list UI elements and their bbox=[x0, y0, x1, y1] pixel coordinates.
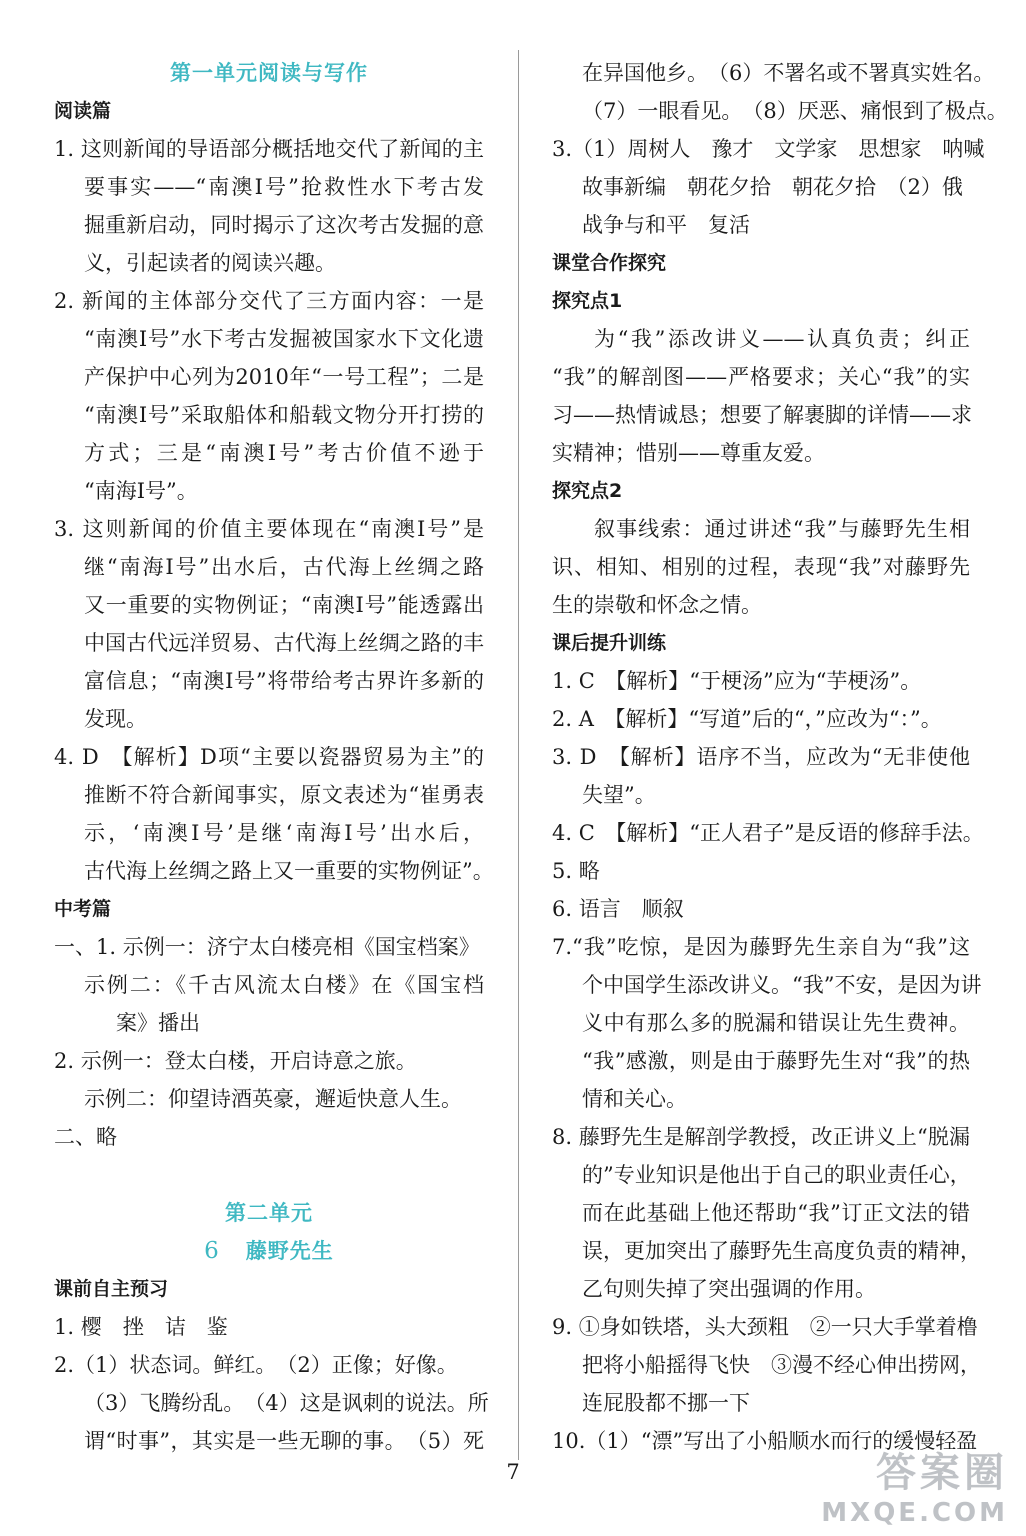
answer-line: 1. C 【解析】“于梗汤”应为“芋梗汤”。 bbox=[552, 669, 922, 693]
answer-line: 富信息；“南澳Ⅰ号”将带给考古界许多新的 bbox=[84, 669, 484, 693]
answer-line: 1. 这则新闻的导语部分概括地交代了新闻的主 bbox=[54, 137, 484, 161]
answer-line: 失望”。 bbox=[582, 783, 656, 807]
section-title-text: 藤野先生 bbox=[245, 1239, 334, 1263]
section-heading: 探究点2 bbox=[552, 480, 623, 502]
section-heading: 中考篇 bbox=[54, 898, 112, 920]
answer-line: 6. 语言 顺叙 bbox=[552, 897, 684, 921]
watermark-url: MXQE.COM bbox=[821, 1498, 1008, 1528]
answer-line: 8. 藤野先生是解剖学教授，改正讲义上“脱漏 bbox=[552, 1125, 970, 1149]
answer-line: 叙事线索：通过讲述“我”与藤野先生相 bbox=[594, 517, 970, 541]
answer-line: 义，引起读者的阅读兴趣。 bbox=[84, 251, 336, 275]
answer-line: （7）一眼看见。 （8）厌恶、痛恨到了极点。 bbox=[582, 99, 1008, 123]
section-heading: 探究点1 bbox=[552, 290, 623, 312]
answer-line: 产保护中心列为2010年“一号工程”；二是 bbox=[84, 365, 484, 389]
answer-line: 3. D 【解析】语序不当，应改为“无非使他 bbox=[552, 745, 970, 769]
answer-line: “南海Ⅰ号”。 bbox=[84, 479, 198, 503]
answer-line: 2. 新闻的主体部分交代了三方面内容：一是 bbox=[54, 289, 484, 313]
answer-line: 案》播出 bbox=[116, 1011, 200, 1035]
answer-line: “南澳Ⅰ号”采取船体和船载文物分开打捞的 bbox=[84, 403, 484, 427]
answer-line: 又一重要的实物例证；“南澳Ⅰ号”能透露出 bbox=[84, 593, 484, 617]
answer-line: 误，更加突出了藤野先生高度负责的精神， bbox=[582, 1239, 981, 1263]
answer-line: 4. D 【解析】D项“主要以瓷器贸易为主”的 bbox=[54, 745, 484, 769]
right-column bbox=[552, 54, 1008, 1460]
answer-line: “南澳Ⅰ号”水下考古发掘被国家水下文化遗 bbox=[84, 327, 484, 351]
answer-line: 2. A 【解析】“写道”后的“，”应改为“：”。 bbox=[552, 707, 942, 731]
lesson-number: 6 bbox=[204, 1238, 220, 1264]
answer-line: 义中有那么多的脱漏和错误让先生费神。 bbox=[582, 1011, 970, 1035]
spacer bbox=[54, 1156, 484, 1194]
answer-line: 5. 略 bbox=[552, 859, 600, 883]
answer-line: （3）飞腾纷乱。 （4）这是讽刺的说法。所 bbox=[84, 1391, 489, 1415]
section-title-text: 第一单元阅读与写作 bbox=[170, 61, 368, 85]
answer-line: 生的崇敬和怀念之情。 bbox=[552, 593, 762, 617]
answer-line: 10.（1）“漂”写出了小船顺水而行的缓慢轻盈 bbox=[552, 1429, 978, 1453]
answer-line: 二、略 bbox=[54, 1125, 117, 1149]
answer-line: 发现。 bbox=[84, 707, 147, 731]
answer-line: 9. ①身如铁塔，头大颈粗 ②一只大手掌着橹 bbox=[552, 1315, 978, 1339]
answer-line: 继“南海Ⅰ号”出水后，古代海上丝绸之路 bbox=[84, 555, 484, 579]
answer-line: 3. 这则新闻的价值主要体现在“南澳Ⅰ号”是 bbox=[54, 517, 484, 541]
answer-line: 2. 示例一：登太白楼，开启诗意之旅。 bbox=[54, 1049, 417, 1073]
answer-line: 谓“时事”，其实是一些无聊的事。 （5）死 bbox=[84, 1429, 484, 1453]
answer-line: 要事实——“南澳Ⅰ号”抢救性水下考古发 bbox=[84, 175, 484, 199]
section-heading: 课后提升训练 bbox=[552, 632, 667, 654]
left-column bbox=[54, 54, 494, 1460]
answer-line: 在异国他乡。 （6）不署名或不署真实姓名。 bbox=[582, 61, 995, 85]
answer-line: 个中国学生添改讲义。“我”不安，是因为讲 bbox=[582, 973, 982, 997]
answer-line: 情和关心。 bbox=[582, 1087, 687, 1111]
answer-line: 连屁股都不挪一下 bbox=[582, 1391, 750, 1415]
section-title-text: 第二单元 bbox=[225, 1201, 313, 1225]
answer-line: 2.（1）状态词。鲜红。 （2）正像；好像。 bbox=[54, 1353, 458, 1377]
answer-line: 而在此基础上他还帮助“我”订正文法的错 bbox=[582, 1201, 970, 1225]
answer-line: 3.（1）周树人 豫才 文学家 思想家 呐喊 bbox=[552, 137, 985, 161]
answer-line: 的”专业知识是他出于自己的职业责任心， bbox=[582, 1163, 971, 1187]
watermark-logo bbox=[821, 1441, 1008, 1528]
section-heading: 课堂合作探究 bbox=[552, 252, 667, 274]
answer-line: 示例二：《千古风流太白楼》在《国宝档 bbox=[84, 973, 484, 997]
answer-line: 推断不符合新闻事实，原文表述为“崔勇表 bbox=[84, 783, 484, 807]
answer-line: 4. C 【解析】“正人君子”是反语的修辞手法。 bbox=[552, 821, 984, 845]
answer-line: 示，‘南澳Ⅰ号’是继‘南海Ⅰ号’出水后， bbox=[84, 821, 484, 845]
answer-line: 1. 樱 挫 诘 鉴 bbox=[54, 1315, 228, 1339]
answer-line: 乙句则失掉了突出强调的作用。 bbox=[582, 1277, 876, 1301]
answer-line: 掘重新启动，同时揭示了这次考古发掘的意 bbox=[84, 213, 484, 237]
answer-line: 中国古代远洋贸易、古代海上丝绸之路的丰 bbox=[84, 631, 484, 655]
answer-line: 7.“我”吃惊，是因为藤野先生亲自为“我”这 bbox=[552, 935, 970, 959]
column-divider bbox=[518, 50, 519, 1460]
answer-line: “我”感激，则是由于藤野先生对“我”的热 bbox=[582, 1049, 970, 1073]
answer-line: 识、相知、相别的过程，表现“我”对藤野先 bbox=[552, 555, 970, 579]
answer-line: 把将小船摇得飞快 ③漫不经心伸出捞网， bbox=[582, 1353, 981, 1377]
page-number: 7 bbox=[506, 1460, 520, 1484]
answer-line: 为“我”添改讲义——认真负责；纠正 bbox=[594, 327, 970, 351]
answer-line: 古代海上丝绸之路上又一重要的实物例证”。 bbox=[84, 859, 494, 883]
answer-line: “我”的解剖图——严格要求；关心“我”的实 bbox=[552, 365, 970, 389]
section-heading: 阅读篇 bbox=[54, 100, 112, 122]
section-title bbox=[54, 1194, 484, 1232]
section-heading: 课前自主预习 bbox=[54, 1278, 169, 1300]
answer-line: 实精神；惜别——尊重友爱。 bbox=[552, 441, 825, 465]
answer-line: 示例二：仰望诗酒英豪，邂逅快意人生。 bbox=[84, 1087, 462, 1111]
section-title bbox=[54, 54, 484, 92]
answer-line: 习——热情诚恳；想要了解裹脚的详情——求 bbox=[552, 403, 972, 427]
section-title bbox=[54, 1232, 484, 1270]
answer-line: 故事新编 朝花夕拾 朝花夕拾 （2）俄 bbox=[582, 175, 963, 199]
watermark-text: 答案圈 bbox=[876, 1450, 1008, 1496]
answer-line: 一、1. 示例一：济宁太白楼亮相《国宝档案》 bbox=[54, 935, 480, 959]
answer-line: 方式；三是“南澳Ⅰ号”考古价值不逊于 bbox=[84, 441, 484, 465]
answer-line: 战争与和平 复活 bbox=[582, 213, 750, 237]
